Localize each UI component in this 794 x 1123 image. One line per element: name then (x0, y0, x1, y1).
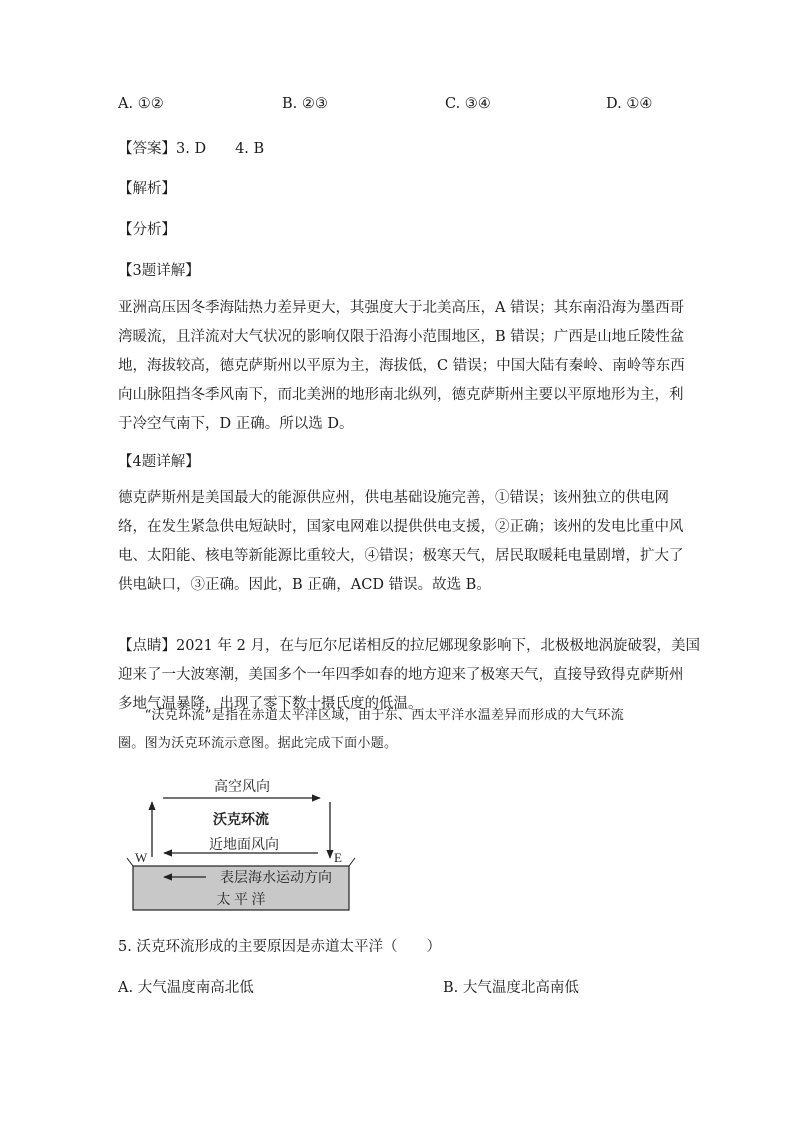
walker-intro (118, 702, 678, 758)
walker-circulation-diagram (118, 770, 368, 920)
q3-detail-text (118, 294, 685, 439)
coast-tick-right (349, 858, 355, 866)
text-line: 向山脉阻挡冬季风南下，而北美洲的地形南北纵列，德克萨斯州主要以平原地形为主，利 (118, 387, 684, 403)
q5-choice-b: B. 大气温度北高南低 (443, 980, 579, 996)
text-line: 地，海拔较高，德克萨斯州以平原为主，海拔低，C 错误；中国大陆有秦岭、南岭等东西 (118, 358, 685, 374)
option-c: C. ③④ (445, 96, 491, 112)
q5-choice-a: A. 大气温度南高北低 (118, 980, 254, 996)
text-line: 【点睛】2021 年 2 月，在与厄尔尼诺相反的拉尼娜现象影响下，北极极地涡旋破裂，美国 (118, 638, 700, 654)
text-line: 于冷空气南下，D 正确。所以选 D。 (118, 416, 354, 432)
text-line: 圈。图为沃克环流示意图。据此完成下面小题。 (118, 736, 398, 751)
text-line: 德克萨斯州是美国最大的能源供应州，供电基础设施完善，①错误；该州独立的供电网 (118, 490, 669, 506)
west-label: W (135, 850, 148, 865)
option-a: A. ①② (118, 96, 164, 112)
ocean-label: 太 平 洋 (216, 893, 266, 908)
coast-tick-left (127, 858, 133, 866)
east-label: E (334, 850, 342, 865)
answer-label: 【答案】 (118, 141, 176, 157)
text-line: 湾暖流，且洋流对大气状况的影响仅限于沿海小范围地区，B 错误；广西是山地丘陵性盆 (118, 329, 685, 345)
q3-detail-label: 【3题详解】 (118, 263, 200, 279)
text-line: 络，在发生紧急供电短缺时，国家电网难以提供供电支援，②正确；该州的发电比重中风 (118, 519, 684, 535)
fenxi-label: 【分析】 (118, 222, 176, 238)
surface-wind-label: 近地面风向 (209, 838, 279, 853)
upper-wind-label: 高空风向 (214, 780, 270, 795)
option-b: B. ②③ (282, 96, 328, 112)
text-line: 迎来了一大波寒潮，美国多个一年四季如春的地方迎来了极寒天气，直接导致得克萨斯州 (118, 667, 684, 683)
circulation-label: 沃克环流 (213, 812, 269, 828)
current-label: 表层海水运动方向 (220, 871, 332, 886)
q4-detail-label: 【4题详解】 (118, 454, 200, 470)
text-line: 多地气温暴降，出现了零下数十摄氏度的低温。 (118, 696, 423, 712)
question-5-stem: 5. 沃克环流形成的主要原因是赤道太平洋（ ） (118, 939, 441, 955)
text-line: 电、太阳能、核电等新能源比重较大，④错误；极寒天气，居民取暖耗电量剧增，扩大了 (118, 548, 684, 564)
option-d: D. ①④ (606, 96, 653, 112)
text-line: “沃克环流”是指在赤道太平洋区域，由于东、西太平洋水温差异而形成的大气环流 (118, 708, 624, 723)
answer-line (118, 137, 264, 158)
analysis-label: 【解析】 (118, 181, 176, 197)
answer-text: 3. D 4. B (176, 141, 265, 157)
q4-detail-text (118, 484, 684, 600)
text-line: 亚洲高压因冬季海陆热力差异更大，其强度大于北美高压，A 错误；其东南沿海为墨西哥 (118, 300, 685, 316)
text-line: 供电缺口，③正确。因此，B 正确，ACD 错误。故选 B。 (118, 577, 491, 593)
